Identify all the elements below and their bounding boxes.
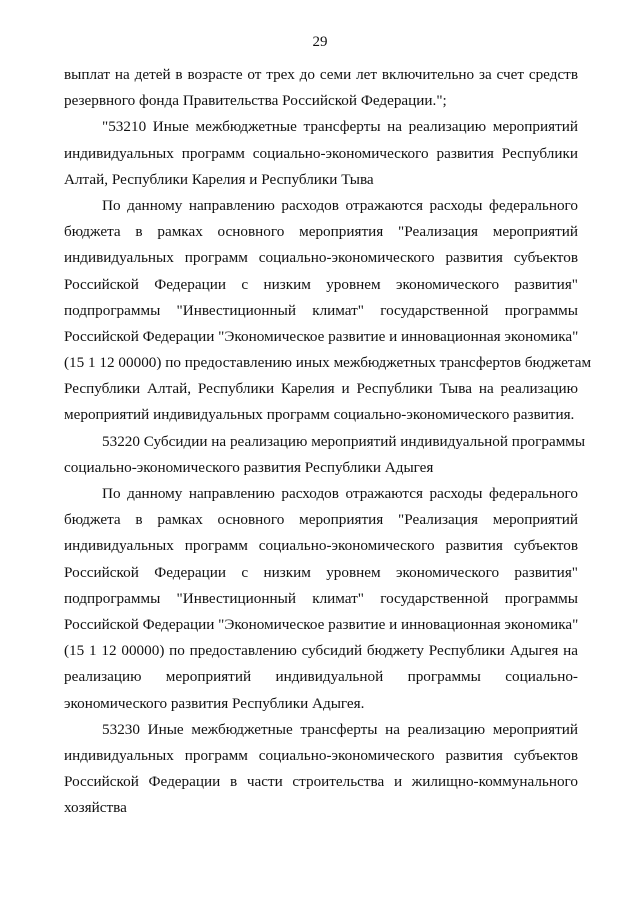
- text-line: По данному направлению расходов отражаются расходы федерального: [102, 485, 578, 502]
- text-line: бюджета в рамках основного мероприятия "Реализация мероприятий: [64, 223, 578, 241]
- text-line: (15 1 12 00000) по предоставлению субсидий бюджету Республики Адыгея на: [64, 642, 578, 660]
- text-line: Российской Федерации "Экономическое развитие и инновационная экономика": [64, 615, 579, 633]
- text-line: индивидуальных программ социально-экономического развития субъектов: [64, 249, 578, 267]
- text-line: реализацию мероприятий индивидуальной программы социально-: [64, 668, 578, 686]
- text-line: социально-экономического развития Республики Адыгея: [64, 458, 434, 476]
- text-line: Российской Федерации с низким уровнем экономического развития": [64, 275, 578, 293]
- text-line: Российской Федерации "Экономическое развитие и инновационная экономика": [64, 327, 579, 345]
- text-line: Республики Алтай, Республики Карелия и Республики Тыва на реализацию: [64, 380, 578, 398]
- text-line: 53220 Субсидии на реализацию мероприятий индивидуальной программы: [102, 432, 586, 450]
- text-line: бюджета в рамках основного мероприятия "Реализация мероприятий: [64, 511, 578, 529]
- text-line: выплат на детей в возрасте от трех до семи лет включительно за счет средств: [64, 66, 578, 83]
- text-line: Алтай, Республики Карелия и Республики Тыва: [64, 170, 374, 188]
- text-line: экономического развития Республики Адыгея.: [64, 694, 365, 712]
- body-text: [64, 62, 592, 821]
- text-line: индивидуальных программ социально-экономического развития субъектов: [64, 537, 578, 555]
- text-line: "53210 Иные межбюджетные трансферты на реализацию мероприятий: [102, 118, 578, 136]
- text-line: подпрограммы "Инвестиционный климат" государственной программы: [64, 301, 578, 319]
- page-number: 29: [312, 34, 328, 50]
- text-line: Российской Федерации в части строительства и жилищно-коммунального: [64, 773, 578, 791]
- text-line: (15 1 12 00000) по предоставлению иных межбюджетных трансфертов бюджетам: [64, 354, 592, 372]
- text-line: Российской Федерации с низким уровнем экономического развития": [64, 563, 578, 581]
- text-line: 53230 Иные межбюджетные трансферты на реализацию мероприятий: [102, 720, 578, 738]
- text-line: индивидуальных программ социально-экономического развития субъектов: [64, 746, 578, 764]
- text-line: подпрограммы "Инвестиционный климат" государственной программы: [64, 589, 578, 607]
- text-line: резервного фонда Правительства Российской Федерации.";: [64, 92, 447, 110]
- text-line: мероприятий индивидуальных программ социально-экономического развития.: [64, 406, 575, 424]
- text-line: хозяйства: [64, 799, 127, 817]
- text-line: индивидуальных программ социально-экономического развития Республики: [64, 144, 578, 162]
- text-line: По данному направлению расходов отражаются расходы федерального: [102, 196, 578, 214]
